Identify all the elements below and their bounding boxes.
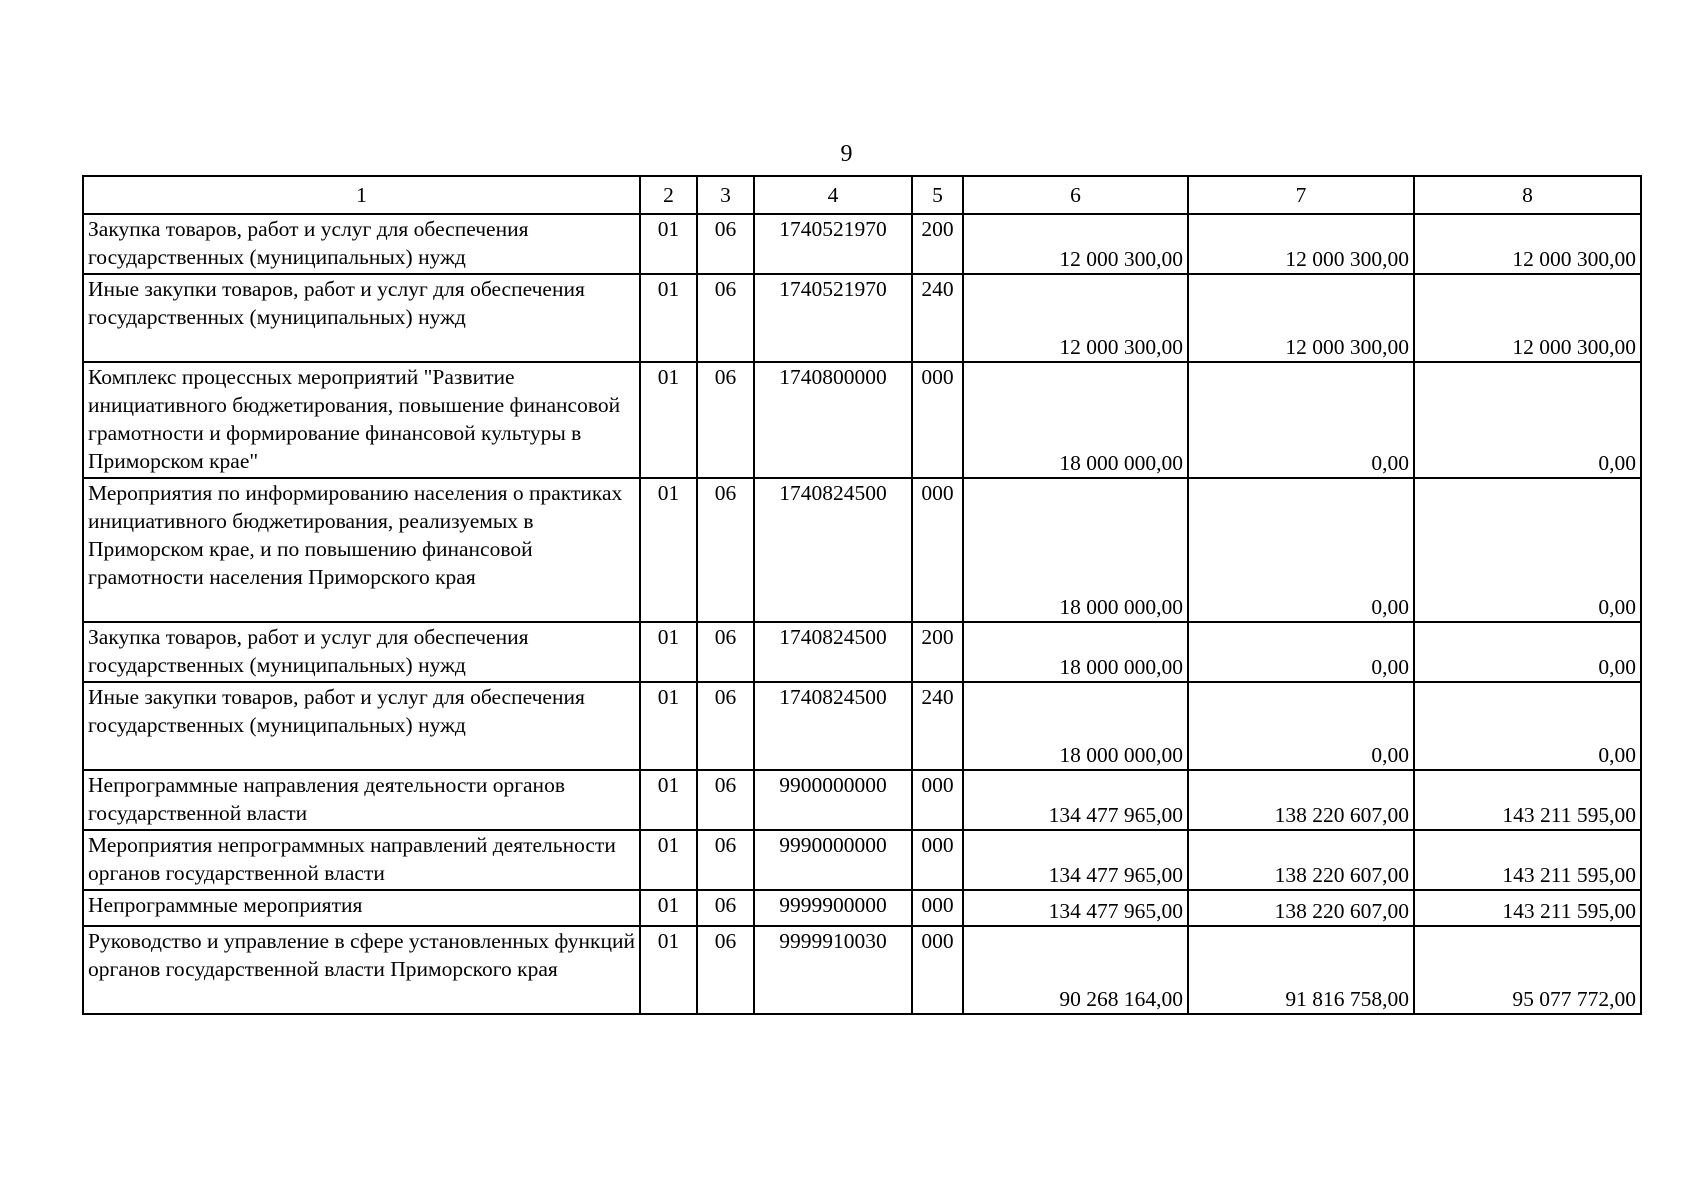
table-row xyxy=(83,890,1641,926)
target-article-code: 9900000000 xyxy=(754,770,912,830)
amount-col6: 18 000 000,00 xyxy=(963,362,1188,478)
amount-col8: 0,00 xyxy=(1414,682,1641,770)
section-code: 01 xyxy=(640,770,697,830)
amount-col8: 12 000 300,00 xyxy=(1414,214,1641,274)
amount-col8: 0,00 xyxy=(1414,478,1641,622)
amount-col7: 138 220 607,00 xyxy=(1188,890,1414,926)
amount-col7: 91 816 758,00 xyxy=(1188,926,1414,1014)
row-description: Непрограммные направления деятельности органов государственной власти xyxy=(83,770,640,830)
column-header: 2 xyxy=(640,176,697,214)
amount-col7: 0,00 xyxy=(1188,682,1414,770)
section-code: 01 xyxy=(640,214,697,274)
expense-type-code: 000 xyxy=(912,890,963,926)
table-row xyxy=(83,622,1641,682)
target-article-code: 9990000000 xyxy=(754,830,912,890)
column-header: 3 xyxy=(697,176,754,214)
column-header: 5 xyxy=(912,176,963,214)
subsection-code: 06 xyxy=(697,926,754,1014)
amount-col6: 18 000 000,00 xyxy=(963,478,1188,622)
subsection-code: 06 xyxy=(697,362,754,478)
column-header: 1 xyxy=(83,176,640,214)
subsection-code: 06 xyxy=(697,830,754,890)
table-row xyxy=(83,362,1641,478)
expense-type-code: 000 xyxy=(912,830,963,890)
target-article-code: 1740824500 xyxy=(754,682,912,770)
row-description: Руководство и управление в сфере установленных функций органов государственной власти Приморского края xyxy=(83,926,640,1014)
amount-col7: 0,00 xyxy=(1188,478,1414,622)
row-description: Мероприятия непрограммных направлений деятельности органов государственной власти xyxy=(83,830,640,890)
amount-col6: 134 477 965,00 xyxy=(963,770,1188,830)
table-row xyxy=(83,830,1641,890)
target-article-code: 1740521970 xyxy=(754,274,912,362)
amount-col6: 18 000 000,00 xyxy=(963,682,1188,770)
section-code: 01 xyxy=(640,274,697,362)
subsection-code: 06 xyxy=(697,770,754,830)
row-description: Закупка товаров, работ и услуг для обеспечения государственных (муниципальных) нужд xyxy=(83,622,640,682)
table-row xyxy=(83,478,1641,622)
amount-col8: 12 000 300,00 xyxy=(1414,274,1641,362)
column-header: 4 xyxy=(754,176,912,214)
amount-col8: 143 211 595,00 xyxy=(1414,890,1641,926)
subsection-code: 06 xyxy=(697,214,754,274)
expense-type-code: 000 xyxy=(912,926,963,1014)
subsection-code: 06 xyxy=(697,682,754,770)
column-header: 8 xyxy=(1414,176,1641,214)
expense-type-code: 240 xyxy=(912,274,963,362)
table-row xyxy=(83,926,1641,1014)
expense-type-code: 200 xyxy=(912,622,963,682)
section-code: 01 xyxy=(640,926,697,1014)
amount-col6: 12 000 300,00 xyxy=(963,274,1188,362)
column-header: 7 xyxy=(1188,176,1414,214)
amount-col8: 95 077 772,00 xyxy=(1414,926,1641,1014)
page-number: 9 xyxy=(840,141,853,167)
table-row xyxy=(83,214,1641,274)
section-code: 01 xyxy=(640,830,697,890)
budget-table xyxy=(82,175,1642,1015)
amount-col7: 12 000 300,00 xyxy=(1188,274,1414,362)
amount-col7: 138 220 607,00 xyxy=(1188,830,1414,890)
expense-type-code: 000 xyxy=(912,362,963,478)
section-code: 01 xyxy=(640,478,697,622)
target-article-code: 1740521970 xyxy=(754,214,912,274)
amount-col8: 143 211 595,00 xyxy=(1414,770,1641,830)
target-article-code: 1740824500 xyxy=(754,622,912,682)
subsection-code: 06 xyxy=(697,478,754,622)
table-row xyxy=(83,274,1641,362)
subsection-code: 06 xyxy=(697,274,754,362)
row-description: Иные закупки товаров, работ и услуг для обеспечения государственных (муниципальных) нужд xyxy=(83,274,640,362)
target-article-code: 9999910030 xyxy=(754,926,912,1014)
target-article-code: 1740824500 xyxy=(754,478,912,622)
amount-col7: 0,00 xyxy=(1188,362,1414,478)
expense-type-code: 000 xyxy=(912,478,963,622)
amount-col7: 138 220 607,00 xyxy=(1188,770,1414,830)
row-description: Иные закупки товаров, работ и услуг для обеспечения государственных (муниципальных) нужд xyxy=(83,682,640,770)
amount-col6: 134 477 965,00 xyxy=(963,830,1188,890)
table-row xyxy=(83,770,1641,830)
target-article-code: 1740800000 xyxy=(754,362,912,478)
amount-col6: 18 000 000,00 xyxy=(963,622,1188,682)
section-code: 01 xyxy=(640,622,697,682)
amount-col7: 12 000 300,00 xyxy=(1188,214,1414,274)
row-description: Непрограммные мероприятия xyxy=(83,890,640,926)
section-code: 01 xyxy=(640,682,697,770)
column-header: 6 xyxy=(963,176,1188,214)
section-code: 01 xyxy=(640,890,697,926)
amount-col6: 90 268 164,00 xyxy=(963,926,1188,1014)
expense-type-code: 240 xyxy=(912,682,963,770)
row-description: Закупка товаров, работ и услуг для обеспечения государственных (муниципальных) нужд xyxy=(83,214,640,274)
section-code: 01 xyxy=(640,362,697,478)
amount-col8: 143 211 595,00 xyxy=(1414,830,1641,890)
amount-col6: 12 000 300,00 xyxy=(963,214,1188,274)
amount-col8: 0,00 xyxy=(1414,622,1641,682)
subsection-code: 06 xyxy=(697,622,754,682)
table-row xyxy=(83,682,1641,770)
target-article-code: 9999900000 xyxy=(754,890,912,926)
subsection-code: 06 xyxy=(697,890,754,926)
table-header-row xyxy=(83,176,1641,214)
row-description: Комплекс процессных мероприятий "Развитие инициативного бюджетирования, повышение финансовой грамотности и формирование финансовой культуры в Приморском крае" xyxy=(83,362,640,478)
expense-type-code: 000 xyxy=(912,770,963,830)
row-description: Мероприятия по информированию населения о практиках инициативного бюджетирования, реализуемых в Приморском крае, и по повышению финансовой грамотности населения Приморского края xyxy=(83,478,640,622)
amount-col8: 0,00 xyxy=(1414,362,1641,478)
amount-col6: 134 477 965,00 xyxy=(963,890,1188,926)
expense-type-code: 200 xyxy=(912,214,963,274)
amount-col7: 0,00 xyxy=(1188,622,1414,682)
